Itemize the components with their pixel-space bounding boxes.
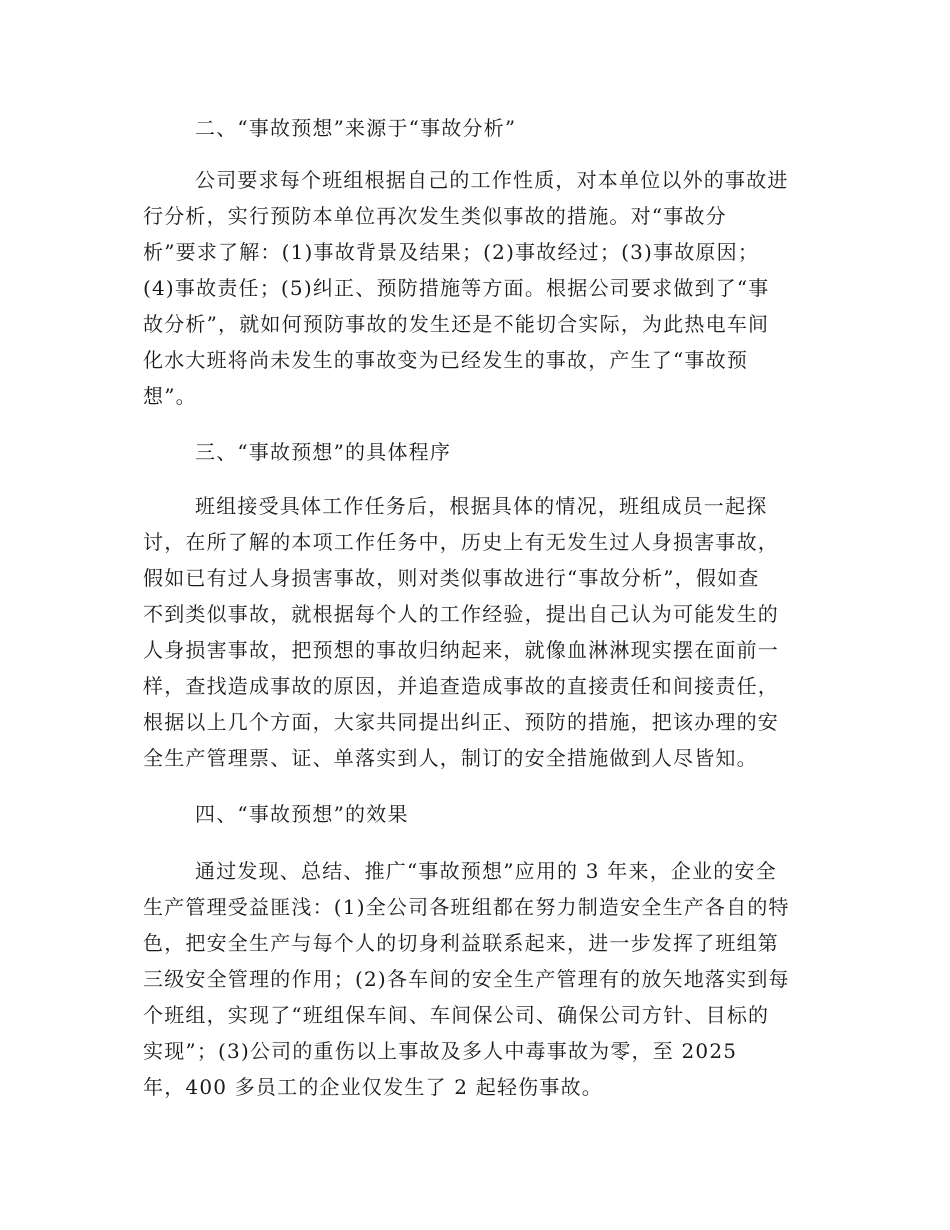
paragraph-line: 年，400 多员工的企业仅发生了 2 起轻伤事故。	[143, 1075, 603, 1099]
paragraph-line: 色，把安全生产与每个人的切身利益联系起来，进一步发挥了班组第	[143, 931, 779, 955]
paragraph-line: 讨，在所了解的本项工作任务中，历史上有无发生过人身损害事故，	[143, 530, 779, 554]
paragraph-line: 人身损害事故，把预想的事故归纳起来，就像血淋淋现实摆在面前一	[143, 638, 779, 662]
paragraph-line: 个班组，实现了“班组保车间、车间保公司、确保公司方针、目标的	[143, 1003, 770, 1027]
paragraph-line: 想”。	[143, 384, 197, 408]
paragraph-line: 假如已有过人身损害事故，则对类似事故进行“事故分析”，假如查	[143, 566, 760, 590]
paragraph-line: 行分析，实行预防本单位再次发生类似事故的措施。对“事故分	[143, 204, 727, 228]
paragraph-line: 生产管理受益匪浅：(1)全公司各班组都在努力制造安全生产各自的特	[143, 895, 790, 919]
paragraph-line: 样，查找造成事故的原因，并追查造成事故的直接责任和间接责任，	[143, 674, 779, 698]
paragraph-line: 班组接受具体工作任务后，根据具体的情况，班组成员一起探	[195, 494, 768, 518]
paragraph-line: 全生产管理票、证、单落实到人，制订的安全措施做到人尽皆知。	[143, 746, 758, 770]
paragraph-line: 化水大班将尚未发生的事故变为已经发生的事故，产生了“事故预	[143, 348, 749, 372]
section-heading: 三、“事故预想”的具体程序	[195, 440, 452, 464]
paragraph-line: (4)事故责任；(5)纠正、预防措施等方面。根据公司要求做到了“事	[143, 276, 770, 300]
paragraph-line: 三级安全管理的作用；(2)各车间的安全生产管理有的放矢地落实到每	[143, 967, 790, 991]
paragraph-line: 公司要求每个班组根据自己的工作性质，对本单位以外的事故进	[195, 168, 789, 192]
paragraph-line: 不到类似事故，就根据每个人的工作经验，提出自己认为可能发生的	[143, 602, 779, 626]
section-heading: 四、“事故预想”的效果	[195, 802, 409, 826]
paragraph-line: 根据以上几个方面，大家共同提出纠正、预防的措施，把该办理的安	[143, 710, 779, 734]
paragraph-line: 通过发现、总结、推广“事故预想”应用的 3 年来，企业的安全	[195, 859, 777, 883]
paragraph-line: 故分析”，就如何预防事故的发生还是不能切合实际，为此热电车间	[143, 312, 770, 336]
section-heading: 二、“事故预想”来源于“事故分析”	[195, 116, 517, 140]
paragraph-line: 析”要求了解：(1)事故背景及结果；(2)事故经过；(3)事故原因；	[143, 240, 760, 264]
paragraph-line: 实现”；(3)公司的重伤以上事故及多人中毒事故为零，至 2025	[143, 1039, 738, 1063]
